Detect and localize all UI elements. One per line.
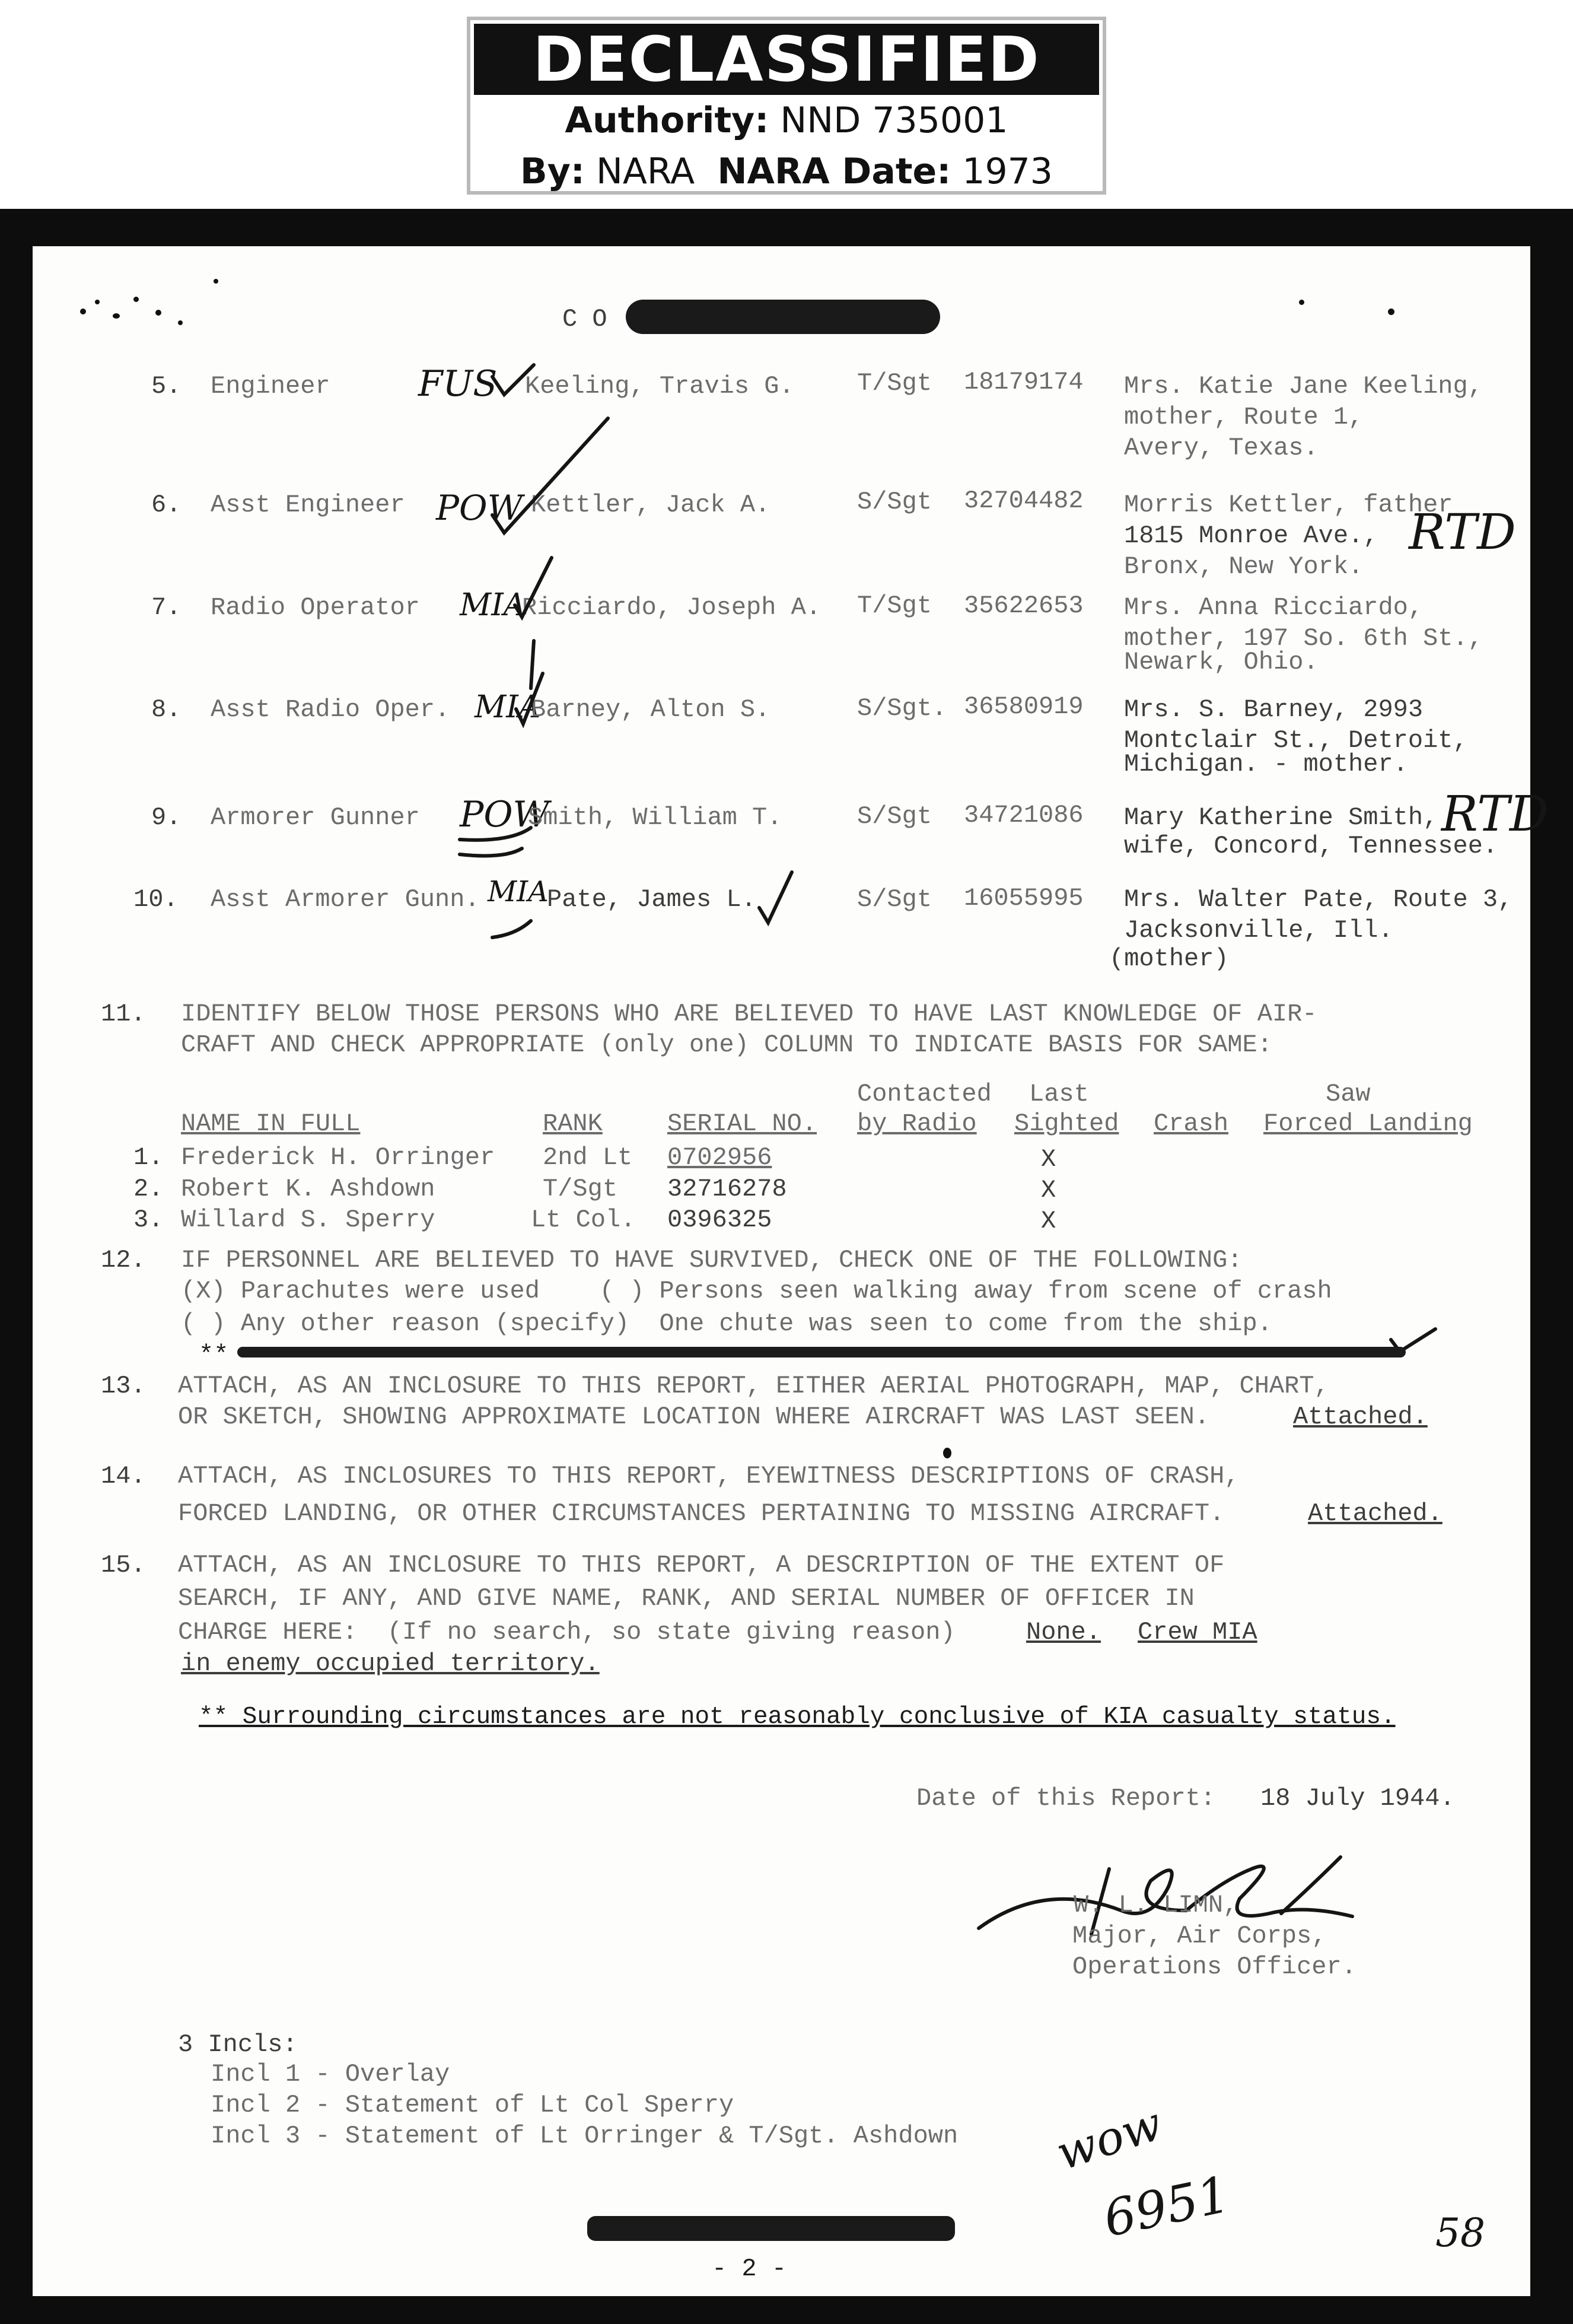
item-text: OR SKETCH, SHOWING APPROXIMATE LOCATION WHERE AIRCRAFT WAS LAST SEEN.: [178, 1403, 1210, 1431]
by-value: NARA: [596, 151, 695, 192]
next-of-kin: Avery, Texas.: [1124, 434, 1319, 462]
table-cell-serial: 0396325: [667, 1206, 772, 1234]
footnote: ** Surrounding circumstances are not reasonably conclusive of KIA casualty status.: [199, 1703, 1396, 1731]
asterisks: **: [199, 1341, 229, 1369]
crew-rank: S/Sgt.: [857, 694, 947, 723]
classification-fragment: C O: [562, 305, 607, 333]
next-of-kin: Morris Kettler, father: [1124, 491, 1453, 519]
next-of-kin: Bronx, New York.: [1124, 552, 1364, 581]
next-of-kin: mother, Route 1,: [1124, 403, 1364, 431]
crew-num: 7.: [151, 593, 182, 622]
table-cell-name: Robert K. Ashdown: [181, 1175, 435, 1203]
column-header-saw: Saw: [1326, 1080, 1371, 1108]
inclosure-item: Incl 2 - Statement of Lt Col Sperry: [211, 2091, 734, 2119]
declassified-title: DECLASSIFIED: [474, 24, 1099, 95]
table-row-num: 3.: [133, 1206, 164, 1234]
item-number: 12.: [101, 1246, 146, 1274]
crew-position: Asst Engineer: [211, 491, 405, 519]
crew-num: 5.: [151, 372, 182, 400]
column-header-serial: SERIAL NO.: [667, 1109, 817, 1138]
next-of-kin: Newark, Ohio.: [1124, 648, 1319, 676]
inclosure-item: Incl 3 - Statement of Lt Orringer & T/Sgt. Ashdown: [211, 2122, 959, 2150]
redaction-blot: [587, 2216, 955, 2241]
crew-num: 9.: [151, 803, 182, 832]
crew-serial: 18179174: [964, 368, 1084, 396]
crew-position: Armorer Gunner: [211, 803, 420, 832]
crew-name: Barney, Alton S.: [531, 695, 770, 724]
next-of-kin: Mrs. S. Barney, 2993: [1124, 695, 1424, 724]
item-number: 15.: [101, 1551, 146, 1579]
authority-label: Authority:: [565, 100, 769, 141]
item-number: 11.: [101, 1000, 146, 1028]
status-mark: MIA: [460, 587, 526, 623]
next-of-kin: Mrs. Katie Jane Keeling,: [1124, 372, 1483, 400]
signer-title: Major, Air Corps,: [1072, 1922, 1327, 1950]
crew-position: Engineer: [211, 372, 330, 400]
column-header-crash: Crash: [1154, 1109, 1229, 1138]
item-number: 14.: [101, 1462, 146, 1490]
item-text: SEARCH, IF ANY, AND GIVE NAME, RANK, AND SERIAL NUMBER OF OFFICER IN: [178, 1584, 1195, 1613]
crew-name: Kettler, Jack A.: [531, 491, 770, 519]
crew-num: 10.: [133, 885, 179, 914]
crew-num: 8.: [151, 695, 182, 724]
next-of-kin: Montclair St., Detroit,: [1124, 726, 1468, 755]
handwritten-note: 6951: [1098, 2164, 1235, 2249]
crew-serial: 36580919: [964, 692, 1084, 721]
by-label: By:: [520, 151, 585, 192]
column-header-last: Sighted: [1014, 1109, 1119, 1138]
crew-position: Asst Radio Oper.: [211, 695, 450, 724]
item-answer: None.: [1026, 1618, 1101, 1646]
item-number: 13.: [101, 1372, 146, 1400]
item-text: FORCED LANDING, OR OTHER CIRCUMSTANCES PERTAINING TO MISSING AIRCRAFT.: [178, 1499, 1225, 1528]
nara-date-value: 1973: [962, 151, 1053, 192]
report-date-value: 18 July 1944.: [1260, 1784, 1455, 1813]
crew-serial: 34721086: [964, 801, 1084, 829]
column-header-last: Last: [1029, 1080, 1089, 1108]
next-of-kin: 1815 Monroe Ave.,: [1124, 522, 1378, 550]
column-header-contacted: by Radio: [857, 1109, 977, 1138]
crew-name: Keeling, Travis G.: [525, 372, 794, 400]
margin-mark: RTD: [1409, 504, 1516, 561]
next-of-kin: Mrs. Walter Pate, Route 3,: [1124, 885, 1513, 914]
item-answer: in enemy occupied territory.: [181, 1649, 600, 1678]
item-text: ATTACH, AS AN INCLOSURE TO THIS REPORT, EITHER AERIAL PHOTOGRAPH, MAP, CHART,: [178, 1372, 1329, 1400]
status-mark: FUS: [418, 363, 498, 405]
crew-rank: T/Sgt: [857, 592, 932, 620]
table-cell-serial: 32716278: [667, 1175, 787, 1203]
next-of-kin: Mary Katherine Smith,: [1124, 803, 1438, 832]
table-cell-rank: Lt Col.: [531, 1206, 636, 1234]
next-of-kin: mother, 197 So. 6th St.,: [1124, 624, 1483, 653]
strikeout-line: [237, 1347, 1406, 1357]
item-answer: Attached.: [1308, 1499, 1443, 1528]
table-row-num: 2.: [133, 1175, 164, 1203]
inclosure-item: Incl 1 - Overlay: [211, 2060, 450, 2088]
authority-value: NND 735001: [780, 100, 1008, 141]
next-of-kin: Michigan. - mother.: [1124, 750, 1408, 778]
item-text: ( ) Any other reason (specify) One chute was seen to come from the ship.: [181, 1309, 1272, 1338]
status-mark: MIA: [488, 875, 549, 908]
next-of-kin: wife, Concord, Tennessee.: [1124, 832, 1498, 860]
table-cell-rank: T/Sgt: [543, 1175, 618, 1203]
table-row-num: 1.: [133, 1143, 164, 1172]
crew-position: Radio Operator: [211, 593, 420, 622]
status-mark: MIA: [475, 689, 541, 725]
report-date-label: Date of this Report:: [916, 1784, 1216, 1813]
item-text: CHARGE HERE: (If no search, so state giving reason): [178, 1618, 956, 1646]
signer-name: W. L. LIMN,: [1074, 1891, 1238, 1919]
status-mark: POW: [460, 794, 550, 835]
next-of-kin: Jacksonville, Ill.: [1124, 916, 1393, 945]
crew-serial: 16055995: [964, 884, 1084, 913]
item-answer: Crew MIA: [1138, 1618, 1257, 1646]
crew-rank: S/Sgt: [857, 488, 932, 516]
crew-position: Asst Armorer Gunn.: [211, 885, 480, 914]
table-cell-name: Frederick H. Orringer: [181, 1143, 495, 1172]
column-header-saw: Forced Landing: [1263, 1109, 1473, 1138]
signer-title: Operations Officer.: [1072, 1953, 1357, 1981]
nara-date-label: NARA Date:: [717, 151, 951, 192]
table-cell-rank: 2nd Lt: [543, 1143, 633, 1172]
crew-rank: T/Sgt: [857, 369, 932, 398]
next-of-kin: (mother): [1109, 945, 1229, 973]
table-cell-name: Willard S. Sperry: [181, 1206, 435, 1234]
item-text: ATTACH, AS INCLOSURES TO THIS REPORT, EYEWITNESS DESCRIPTIONS OF CRASH,: [178, 1462, 1240, 1490]
crew-num: 6.: [151, 491, 182, 519]
item-text: ATTACH, AS AN INCLOSURE TO THIS REPORT, A DESCRIPTION OF THE EXTENT OF: [178, 1551, 1225, 1579]
table-cell-mark: X: [1041, 1176, 1056, 1204]
table-cell-mark: X: [1041, 1207, 1056, 1235]
crew-rank: S/Sgt: [857, 802, 932, 831]
status-mark: POW: [436, 488, 523, 528]
next-of-kin: Mrs. Anna Ricciardo,: [1124, 593, 1424, 622]
column-header-contacted: Contacted: [857, 1080, 992, 1108]
item-text: IDENTIFY BELOW THOSE PERSONS WHO ARE BELIEVED TO HAVE LAST KNOWLEDGE OF AIR-: [181, 1000, 1317, 1028]
item-text: (X) Parachutes were used ( ) Persons seen walking away from scene of crash: [181, 1277, 1332, 1305]
item-answer: Attached.: [1293, 1403, 1428, 1431]
crew-serial: 35622653: [964, 592, 1084, 620]
item-text: CRAFT AND CHECK APPROPRIATE (only one) COLUMN TO INDICATE BASIS FOR SAME:: [181, 1031, 1272, 1059]
crew-rank: S/Sgt: [857, 885, 932, 914]
page-footer: - 2 -: [712, 2255, 787, 2283]
column-header-name: NAME IN FULL: [181, 1109, 361, 1138]
table-cell-serial: 0702956: [667, 1143, 772, 1172]
margin-mark: RTD: [1441, 786, 1549, 843]
column-header-rank: RANK: [543, 1109, 603, 1138]
table-cell-mark: X: [1041, 1145, 1056, 1174]
handwritten-page-number: 58: [1435, 2210, 1485, 2256]
crew-name: Smith, William T.: [528, 803, 782, 832]
inclosures-heading: 3 Incls:: [178, 2030, 298, 2059]
crew-serial: 32704482: [964, 487, 1084, 515]
crew-name: Ricciardo, Joseph A.: [522, 593, 821, 622]
item-text: IF PERSONNEL ARE BELIEVED TO HAVE SURVIVED, CHECK ONE OF THE FOLLOWING:: [181, 1246, 1243, 1274]
crew-name: Pate, James L.: [547, 885, 756, 914]
handwritten-note: wow: [1050, 2097, 1168, 2181]
